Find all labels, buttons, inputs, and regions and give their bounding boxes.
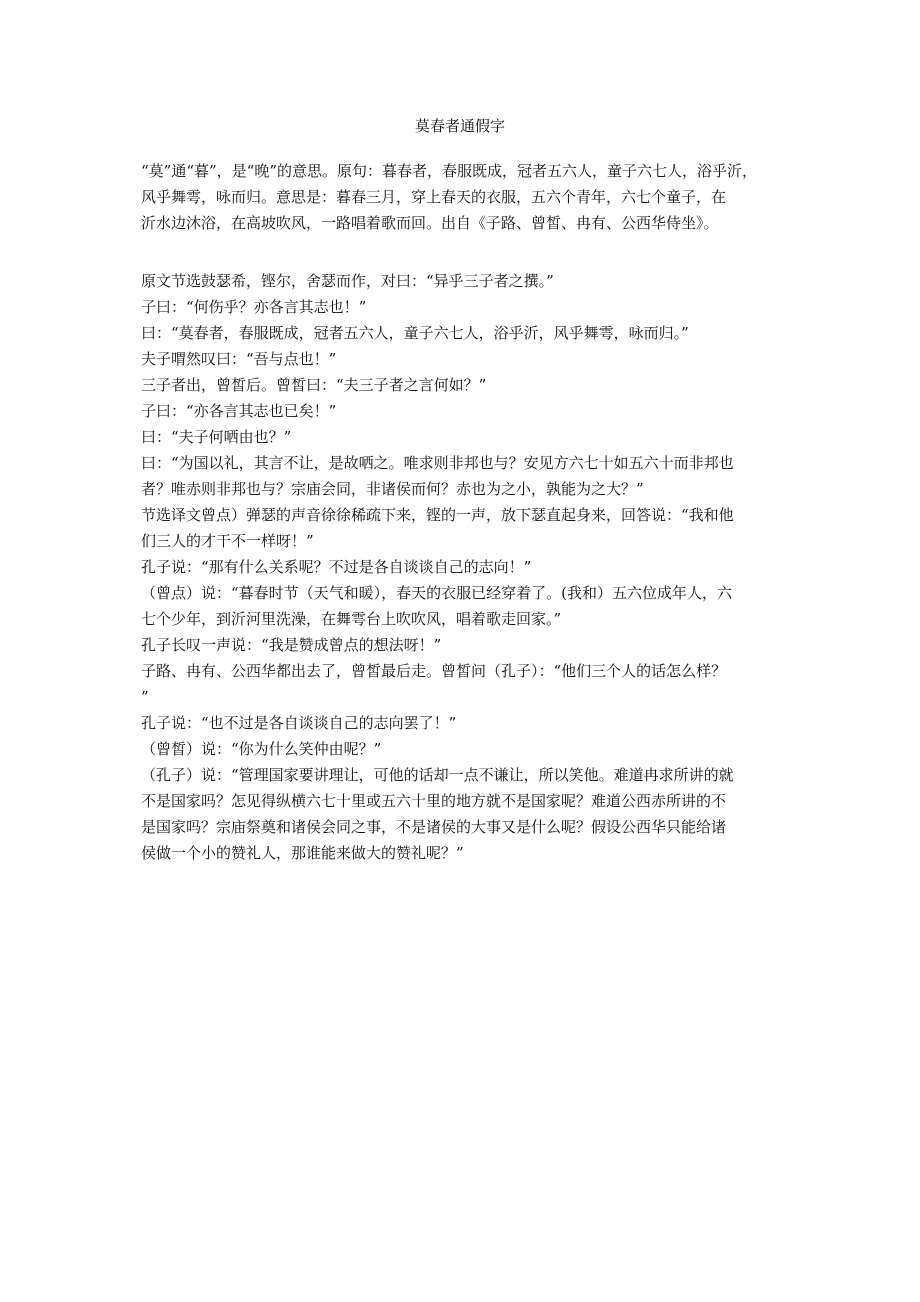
intro-line: “莫”通“暮”，是“晚”的意思。原句：暮春者，春服既成，冠者五六人，童子六七人，浴乎沂， [141,162,758,180]
dialogue-line: 曰：“为国以礼，其言不让，是故哂之。唯求则非邦也与？安见方六七十如五六十而非邦也 [141,454,734,472]
dialogue-line: （曾点）说：“暮春时节（天气和暖），春天的衣服已经穿着了。(我和）五六位成年人，六 [141,584,733,602]
dialogue-line: （曾皙）说：“你为什么笑仲由呢？” [141,740,382,758]
dialogue-line: 曰：“莫春者，春服既成，冠者五六人，童子六七人，浴乎沂，风乎舞雩，咏而归。” [141,324,689,342]
dialogue-line: 子曰：“亦各言其志也已矣！” [141,402,337,420]
dialogue-line: 七个少年，到沂河里洗澡，在舞雩台上吹吹风，唱着歌走回家。” [141,610,562,628]
intro-line: 沂水边沐浴，在高坡吹风，一路唱着歌而回。出自《子路、曾皙、冉有、公西华侍坐》。 [141,214,719,232]
dialogue-line: 是国家吗？宗庙祭奠和诸侯会同之事，不是诸侯的大事又是什么呢？假设公西华只能给诸 [141,818,727,836]
dialogue-line: 原文节选鼓瑟希，铿尔，舍瑟而作，对曰：“异乎三子者之撰。” [141,272,554,290]
dialogue-line: （孔子）说：“管理国家要讲理让，可他的话却一点不谦让，所以笑他。难道冉求所讲的就 [141,766,734,784]
intro-line: 风乎舞雩，咏而归。意思是：暮春三月，穿上春天的衣服，五六个青年，六七个童子，在 [141,188,727,206]
intro-paragraph [141,158,781,236]
dialogue-line: 孔子说：“那有什么关系呢？不过是各自谈谈自己的志向！” [141,558,532,576]
dialogue-line: 曰：“夫子何哂由也？” [141,428,292,446]
dialogue-line: 不是国家吗？怎见得纵横六七十里或五六十里的地方就不是国家呢？难道公西赤所讲的不 [141,792,727,810]
dialogue-line: 夫子喟然叹曰：“吾与点也！” [141,350,337,368]
dialogue-line: 孔子长叹一声说：“我是赞成曾点的想法呀！” [141,636,442,654]
dialogue-line: 三子者出，曾皙后。曾皙曰：“夫三子者之言何如？” [141,376,487,394]
dialogue-line: 们三人的才干不一样呀！” [141,532,314,550]
dialogue-line: ” [141,688,149,706]
dialogue-line: 子路、冉有、公西华都出去了，曾皙最后走。曾皙问（孔子）：“他们三个人的话怎么样？ [141,662,727,680]
dialogue-line: 子曰：“何伤乎？亦各言其志也！” [141,298,367,316]
dialogue-line: 节选译文曾点）弹瑟的声音徐徐稀疏下来，铿的一声，放下瑟直起身来，回答说：“我和他 [141,506,734,524]
dialogue-section [141,268,781,866]
dialogue-line: 侯做一个小的赞礼人，那谁能来做大的赞礼呢？” [141,844,464,862]
dialogue-line: 孔子说：“也不过是各自谈谈自己的志向罢了！” [141,714,457,732]
document-title: 莫春者通假字 [414,117,505,135]
dialogue-line: 者？唯赤则非邦也与？宗庙会同，非诸侯而何？赤也为之小，孰能为之大？” [141,480,644,498]
